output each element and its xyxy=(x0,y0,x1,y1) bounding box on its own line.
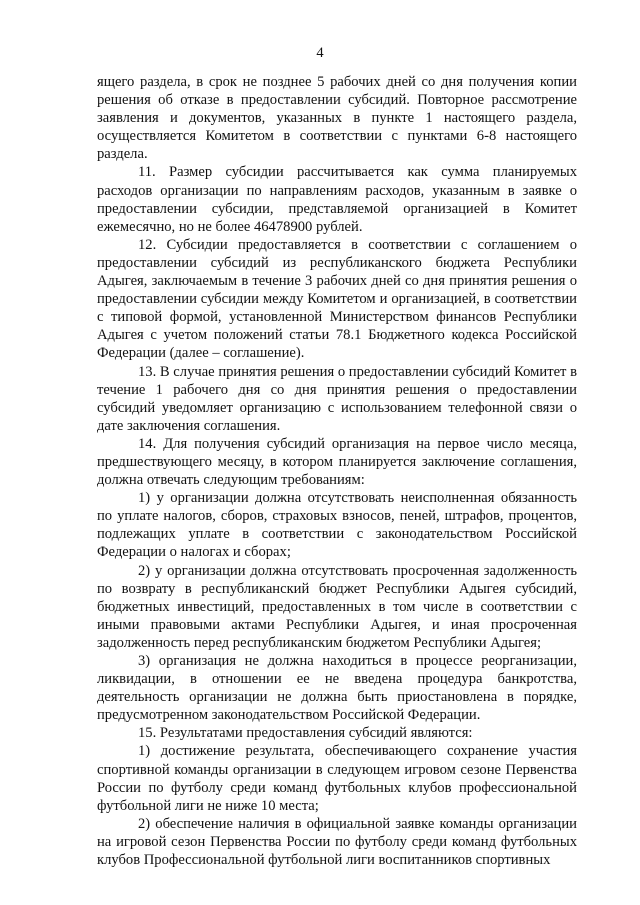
paragraph-14-item-3: 3) организация не должна находиться в процессе реорганизации, ликвидации, в отношении ее не введена процедура банкротства, деятельность организации не должна быть приостановлена в порядке, предусмотренном законодательством Российской Федерации. xyxy=(97,653,577,724)
document-body xyxy=(97,73,577,869)
paragraph-continuation: ящего раздела, в срок не позднее 5 рабочих дней со дня получения копии решения об отказе в предоставлении субсидий. Повторное рассмотрение заявления и документов, указанных в пункте 1 настоящего раздела, осуществляется Комитетом в соответствии с пунктами 6-8 настоящего раздела. xyxy=(97,74,577,163)
paragraph-13: 13. В случае принятия решения о предоставлении субсидий Комитет в течение 1 рабочего дня со дня принятия решения о предоставлении субсидий уведомляет организацию с использованием телефонной связи о дате заключения соглашения. xyxy=(97,363,577,434)
paragraph-11: 11. Размер субсидии рассчитывается как сумма планируемых расходов организации по направлениям расходов, указанным в заявке о предоставлении субсидии, представляемой организацией в Комитет ежемесячно, но не более 46478900 рублей. xyxy=(97,164,577,235)
paragraph-14-item-2: 2) у организации должна отсутствовать просроченная задолженность по возврату в республиканский бюджет Республики Адыгея субсидий, бюджетных инвестиций, предоставленных в том числе в соответствии с иными правовыми актами Республики Адыгея, и иная просроченная задолженность перед республиканским бюджетом Республики Адыгея; xyxy=(97,562,577,651)
paragraph-15: 15. Результатами предоставления субсидий являются: xyxy=(138,725,473,742)
paragraph-12: 12. Субсидии предоставляется в соответствии с соглашением о предоставлении субсидий из республиканского бюджета Республики Адыгея, заключаемым в течение 3 рабочих дней со дня принятия решения о предоставлении субсидии между Комитетом и организацией, в соответствии с типовой формой, установленной Министерством финансов Республики Адыгея с учетом положений статьи 78.1 Бюджетного кодекса Российской Федерации (далее – соглашение). xyxy=(97,236,577,362)
paragraph-14: 14. Для получения субсидий организация на первое число месяца, предшествующего месяцу, в котором планируется заключение соглашения, должна отвечать следующим требованиям: xyxy=(97,435,577,489)
paragraph-14-item-1: 1) у организации должна отсутствовать неисполненная обязанность по уплате налогов, сборов, страховых взносов, пеней, штрафов, процентов, подлежащих уплате в соответствии с законодательством Российской Федерации о налогах и сборах; xyxy=(97,490,577,561)
page-number: 4 xyxy=(316,45,324,61)
paragraph-15-item-1: 1) достижение результата, обеспечивающего сохранение участия спортивной команды организации в следующем игровом сезоне Первенства России по футболу среди команд футбольных клубов профессиональной футбольной лиги не ниже 10 места; xyxy=(97,743,577,814)
paragraph-15-item-2: 2) обеспечение наличия в официальной заявке команды организации на игровой сезон Первенства России по футболу среди команд футбольных клубов Профессиональной футбольной лиги воспитанников спортивных xyxy=(97,815,577,869)
